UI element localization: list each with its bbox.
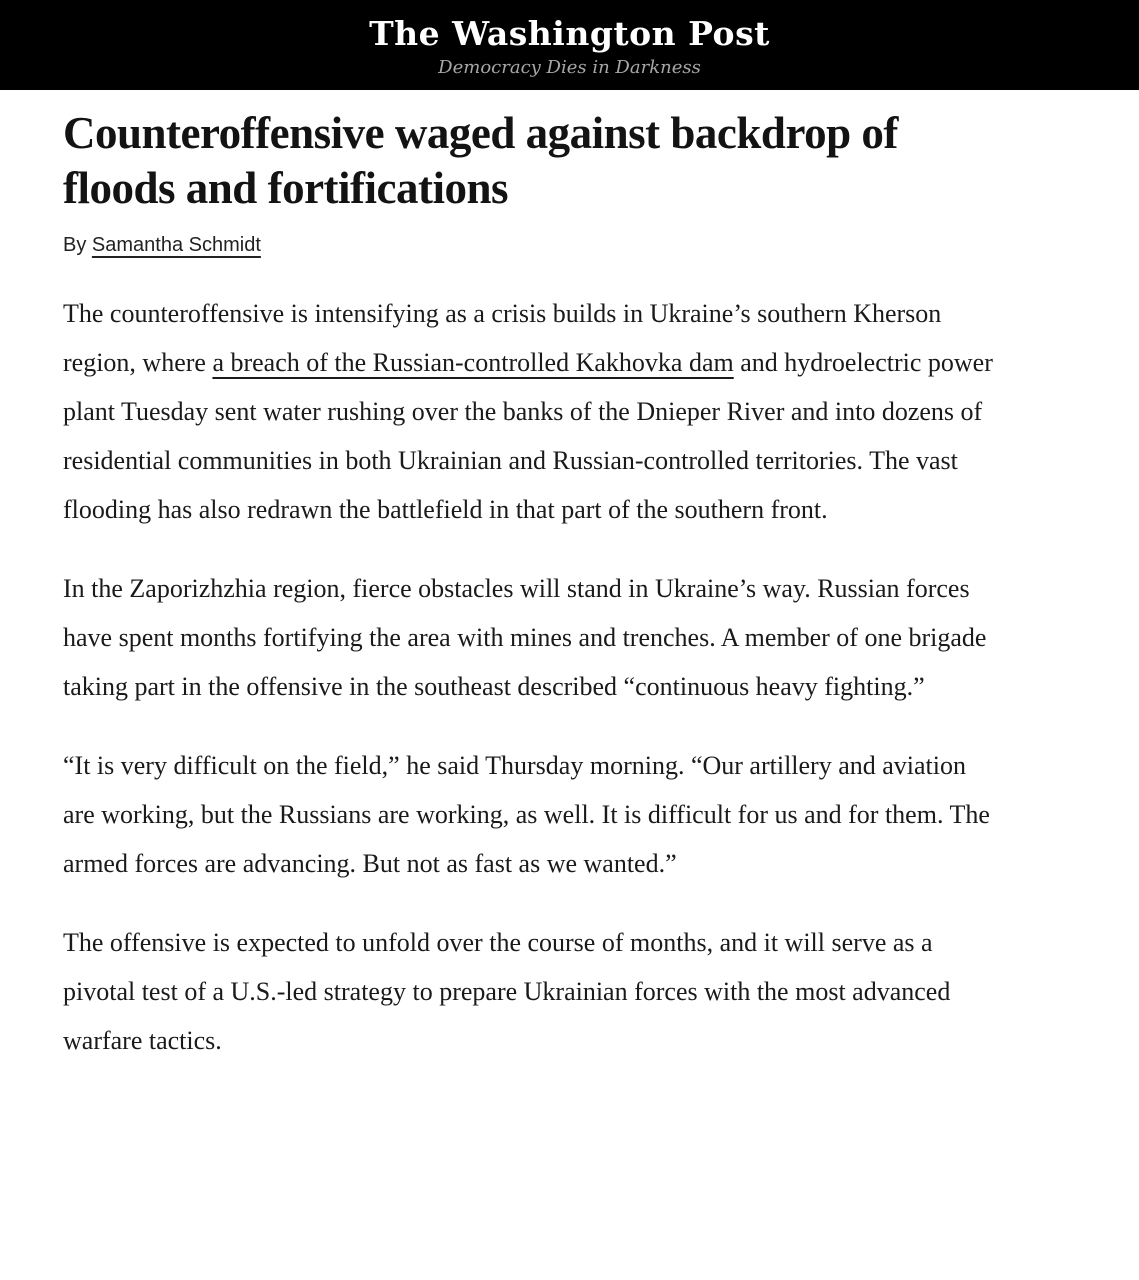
paragraph-1-text-before-link: The counteroffensive is intensifying as a crisis builds in Ukraine’s southern Kherson region, where xyxy=(63,299,942,377)
headline-line-1: Counteroffensive waged against backdrop of xyxy=(63,108,898,158)
article-text xyxy=(63,289,1076,1065)
paragraph-1-text-after-link: and hydroelectric power plant Tuesday sent water rushing over the banks of the Dnieper River and into dozens of residential communities in both Ukrainian and Russian-controlled territories. The vast flooding has also redrawn the battlefield in that part of the southern front. xyxy=(63,348,993,524)
headline-line-2: floods and fortifications xyxy=(63,163,509,213)
article-body xyxy=(0,90,1139,1065)
masthead xyxy=(0,0,1139,90)
masthead-tagline: Democracy Dies in Darkness xyxy=(438,56,701,78)
author-link[interactable]: Samantha Schmidt xyxy=(91,234,261,256)
wapo-logo[interactable]: The Washington Post xyxy=(369,14,770,54)
kakhovka-dam-breach-link[interactable]: a breach of the Russian-controlled Kakhovka dam xyxy=(212,348,734,377)
byline xyxy=(63,234,1076,257)
paragraph-2: In the Zaporizhzhia region, fierce obstacles will stand in Ukraine’s way. Russian forces have spent months fortifying the area with mines and trenches. A member of one brigade taking part in the offensive in the southeast described “continuous heavy fighting.” xyxy=(63,574,987,701)
byline-prefix: By xyxy=(63,234,92,256)
paragraph-3: “It is very difficult on the field,” he said Thursday morning. “Our artillery and aviation are working, but the Russians are working, as well. It is difficult for us and for them. The armed forces are advancing. But not as fast as we wanted.” xyxy=(63,751,990,878)
paragraph-4: The offensive is expected to unfold over the course of months, and it will serve as a pivotal test of a U.S.-led strategy to prepare Ukrainian forces with the most advanced warfare tactics. xyxy=(63,928,951,1055)
paragraph-1 xyxy=(63,289,1003,534)
article-headline xyxy=(63,106,1076,216)
